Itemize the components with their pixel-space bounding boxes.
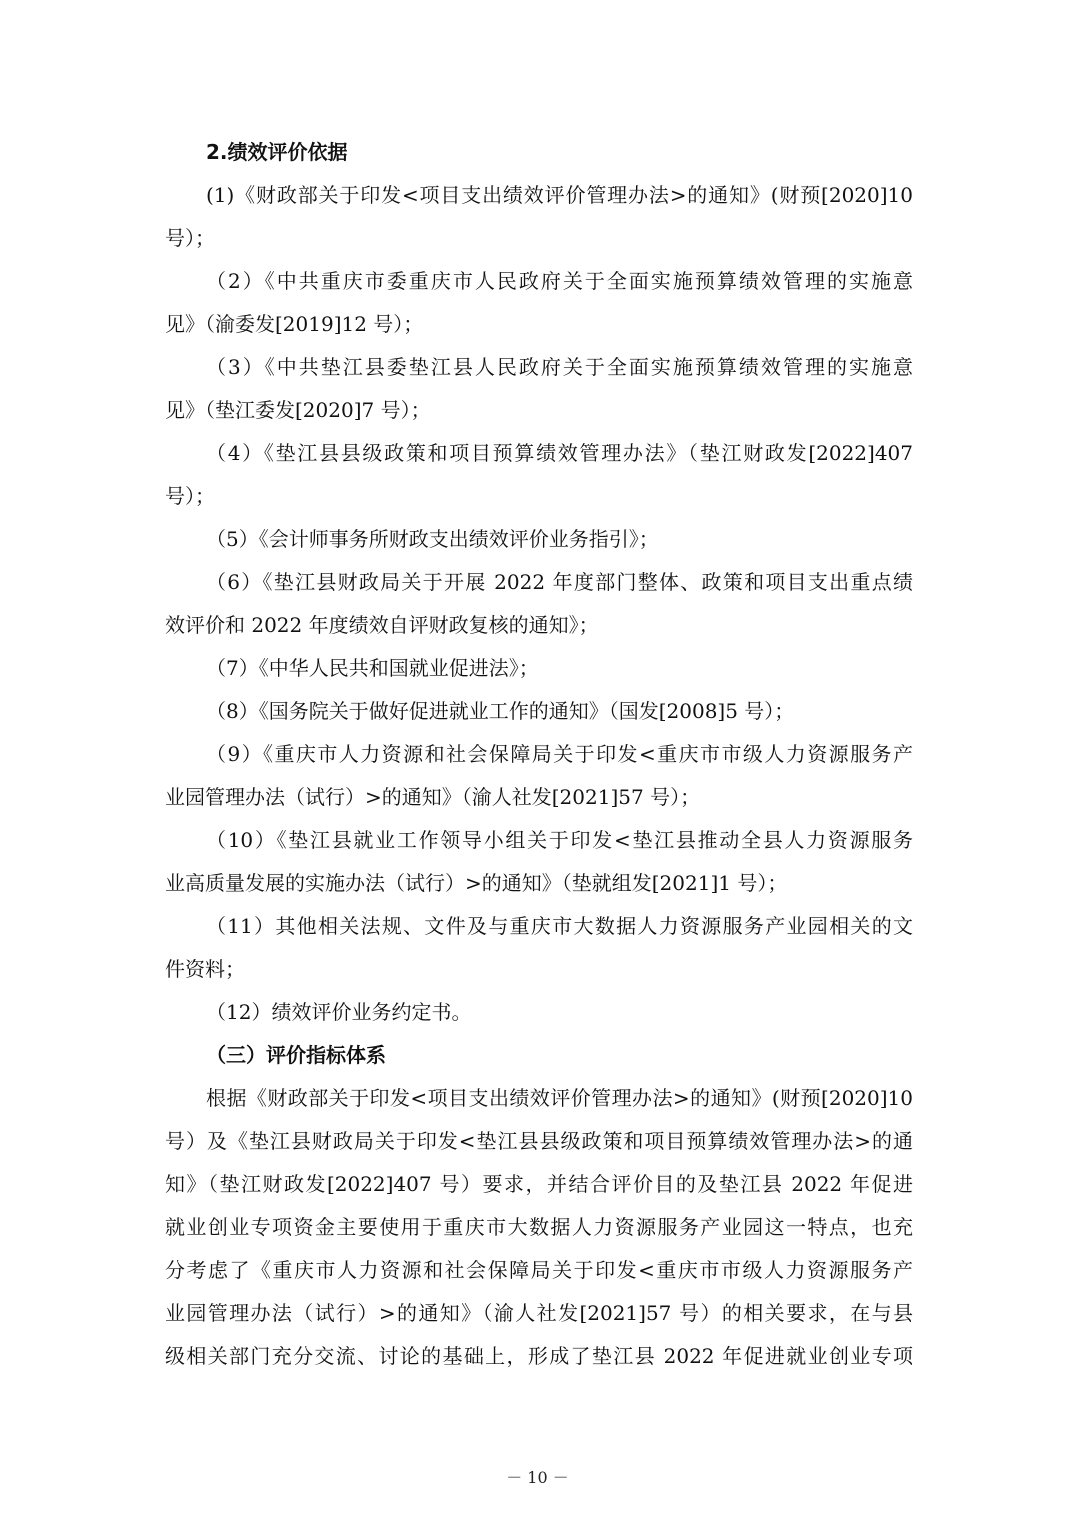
- basis-item-3: [165, 346, 913, 432]
- text-line: 根据《财政部关于印发<项目支出绩效评价管理办法>的通知》(财预[2020]10: [206, 1086, 913, 1110]
- basis-item-6: [165, 561, 913, 647]
- basis-item-1: [165, 174, 913, 260]
- text-line: （6）《垫江县财政局关于开展 2022 年度部门整体、政策和项目支出重点绩: [206, 570, 913, 594]
- text-line: （7）《中华人民共和国就业促进法》；: [206, 656, 539, 680]
- text-line: (1)《财政部关于印发<项目支出绩效评价管理办法>的通知》(财预[2020]10: [206, 183, 913, 207]
- text-line: （12）绩效评价业务约定书。: [206, 1000, 472, 1024]
- text-line: 业园管理办法（试行）>的通知》（渝人社发[2021]57 号）；: [165, 785, 701, 809]
- basis-list: [165, 174, 913, 1034]
- text-line: 号）；: [165, 226, 215, 250]
- text-line: 知》（垫江财政发[2022]407 号）要求，并结合评价目的及垫江县 2022 年促进: [165, 1172, 913, 1196]
- text-line: 业园管理办法（试行）>的通知》（渝人社发[2021]57 号）的相关要求，在与县: [165, 1301, 913, 1325]
- text-line: （9）《重庆市人力资源和社会保障局关于印发<重庆市市级人力资源服务产: [206, 742, 913, 766]
- basis-item-4: [165, 432, 913, 518]
- text-line: 号）及《垫江县财政局关于印发<垫江县县级政策和项目预算绩效管理办法>的通: [165, 1129, 913, 1153]
- basis-item-2: [165, 260, 913, 346]
- text-line: 号）；: [165, 484, 215, 508]
- text-line: 就业创业专项资金主要使用于重庆市大数据人力资源服务产业园这一特点，也充: [165, 1215, 913, 1239]
- document-body: [165, 131, 913, 1378]
- basis-item-8: [165, 690, 913, 733]
- text-line: （3）《中共垫江县委垫江县人民政府关于全面实施预算绩效管理的实施意: [206, 355, 913, 379]
- basis-item-12: [165, 991, 913, 1034]
- text-line: 见》（垫江委发[2020]7 号）；: [165, 398, 431, 422]
- basis-item-9: [165, 733, 913, 819]
- text-line: （4）《垫江县县级政策和项目预算绩效管理办法》（垫江财政发[2022]407: [206, 441, 913, 465]
- basis-item-5: [165, 518, 913, 561]
- basis-item-10: [165, 819, 913, 905]
- text-line: 分考虑了《重庆市人力资源和社会保障局关于印发<重庆市市级人力资源服务产: [165, 1258, 913, 1282]
- text-line: 件资料；: [165, 957, 245, 981]
- text-line: （5）《会计师事务所财政支出绩效评价业务指引》；: [206, 527, 659, 551]
- text-line: （2）《中共重庆市委重庆市人民政府关于全面实施预算绩效管理的实施意: [206, 269, 913, 293]
- text-line: 效评价和 2022 年度绩效自评财政复核的通知》；: [165, 613, 599, 637]
- section-heading-basis: 2.绩效评价依据: [206, 140, 348, 164]
- indicators-paragraph: [165, 1077, 913, 1378]
- basis-item-11: [165, 905, 913, 991]
- text-line: 级相关部门充分交流、讨论的基础上，形成了垫江县 2022 年促进就业创业专项: [165, 1344, 913, 1368]
- section-heading-indicators: （三）评价指标体系: [206, 1043, 386, 1067]
- text-line: 见》（渝委发[2019]12 号）；: [165, 312, 424, 336]
- text-line: （10）《垫江县就业工作领导小组关于印发<垫江县推动全县人力资源服务: [206, 828, 913, 852]
- text-line: 业高质量发展的实施办法（试行）>的通知》（垫就组发[2021]1 号）；: [165, 871, 788, 895]
- page-number: － 10 －: [506, 1468, 569, 1487]
- text-line: （8）《国务院关于做好促进就业工作的通知》（国发[2008]5 号）；: [206, 699, 795, 723]
- text-line: （11）其他相关法规、文件及与重庆市大数据人力资源服务产业园相关的文: [206, 914, 913, 938]
- basis-item-7: [165, 647, 913, 690]
